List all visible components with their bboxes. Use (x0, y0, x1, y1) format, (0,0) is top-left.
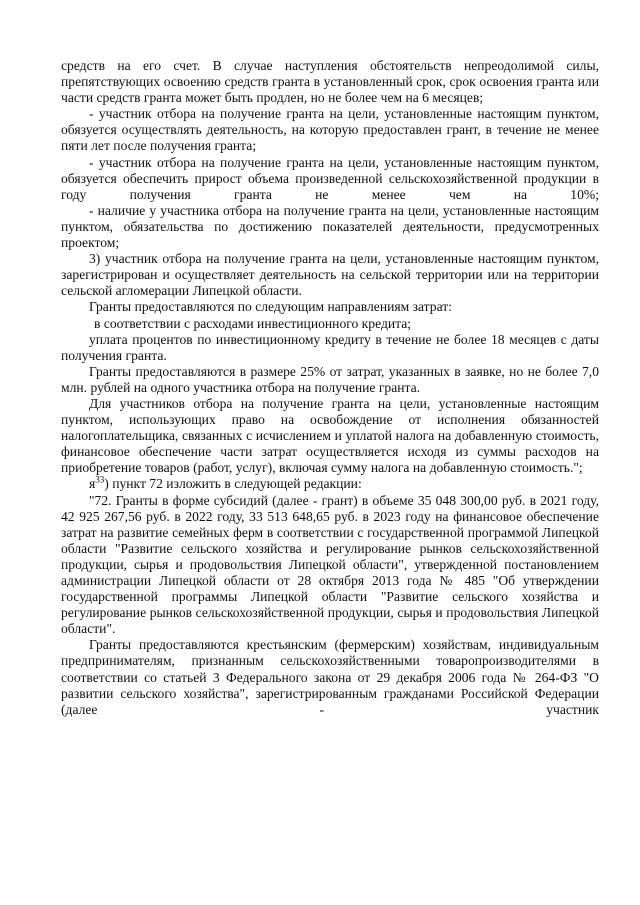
subclause-letter: я (89, 476, 96, 492)
paragraph-13: Гранты предоставляются крестьянским (фермерским) хозяйствам, индивидуальным предпринимателям, признанным сельскохозяйственными товаропроизводителями в соответствии со статьей 3 Федерального закона от 29 декабря 2006 года № 264-ФЗ "О развитии сельского хозяйства", зарегистрированным гражданами Российской Федерации (далее - участник (61, 637, 599, 717)
paragraph-9: Гранты предоставляются в размере 25% от затрат, указанных в заявке, но не более 7,0 млн. рублей на одного участника отбора на получение гранта. (61, 363, 599, 395)
paragraph-7: в соответствии с расходами инвестиционного кредита; (94, 315, 412, 331)
paragraph-6: Гранты предоставляются по следующим направлениям затрат: (89, 299, 452, 315)
subclause-text: ) пункт 72 изложить в следующей редакции: (104, 476, 362, 492)
document-body (61, 58, 599, 718)
paragraph-4: - наличие у участника отбора на получение гранта на цели, установленные настоящим пунктом, обязательства по достижению показателей деятельности, предусмотренных проектом; (61, 202, 599, 251)
paragraph-3: - участник отбора на получение гранта на цели, установленные настоящим пунктом, обязуется обеспечить прирост объема произведенной сельскохозяйственной продукции в году получения гранта не менее чем на 10%; (61, 154, 599, 202)
paragraph-12: "72. Гранты в форме субсидий (далее - грант) в объеме 35 048 300,00 руб. в 2021 году, 42 925 267,56 руб. в 2022 году, 33 513 648,65 руб. в 2023 году на финансовое обеспечение затрат на развитие семейных ферм в соответствии с государственной программой Липецкой области "Развитие сельского хозяйства и регулирование рынков сельскохозяйственной продукции, сырья и продовольствия Липецкой области", утвержденной постановлением администрации Липецкой области от 28 октября 2013 года № 485 "Об утверждении государственной программы Липецкой области "Развитие сельского хозяйства и регулирование рынков сельскохозяйственной продукции, сырья и продовольствия Липецкой области". (61, 492, 599, 637)
paragraph-10: Для участников отбора на получение гранта на цели, установленные настоящим пунктом, использующих право на освобождение от исполнения обязанностей налогоплательщика, связанных с исчислением и уплатой налога на добавленную стоимость, финансовое обеспечение части затрат осуществляется исходя из суммы расходов на приобретение товаров (работ, услуг), включая сумму налога на добавленную стоимость."; (61, 395, 599, 476)
subclause-superscript: 33 (95, 474, 105, 485)
paragraph-11 (61, 476, 599, 492)
paragraph-8: уплата процентов по инвестиционному кредиту в течение не более 18 месяцев с даты получения гранта. (61, 331, 599, 363)
paragraph-1: средств на его счет. В случае наступления обстоятельств непреодолимой силы, препятствующих освоению средств гранта в установленный срок, срок освоения гранта или части средств гранта может быть продлен, но не более чем на 6 месяцев; (61, 58, 599, 106)
paragraph-5: 3) участник отбора на получение гранта на цели, установленные настоящим пунктом, зарегистрирован и осуществляет деятельность на сельской территории или на территории сельской агломерации Липецкой области. (61, 251, 599, 299)
paragraph-2: - участник отбора на получение гранта на цели, установленные настоящим пунктом, обязуется осуществлять деятельность, на которую предоставлен грант, в течение не менее пяти лет после получения гранта; (61, 106, 599, 154)
